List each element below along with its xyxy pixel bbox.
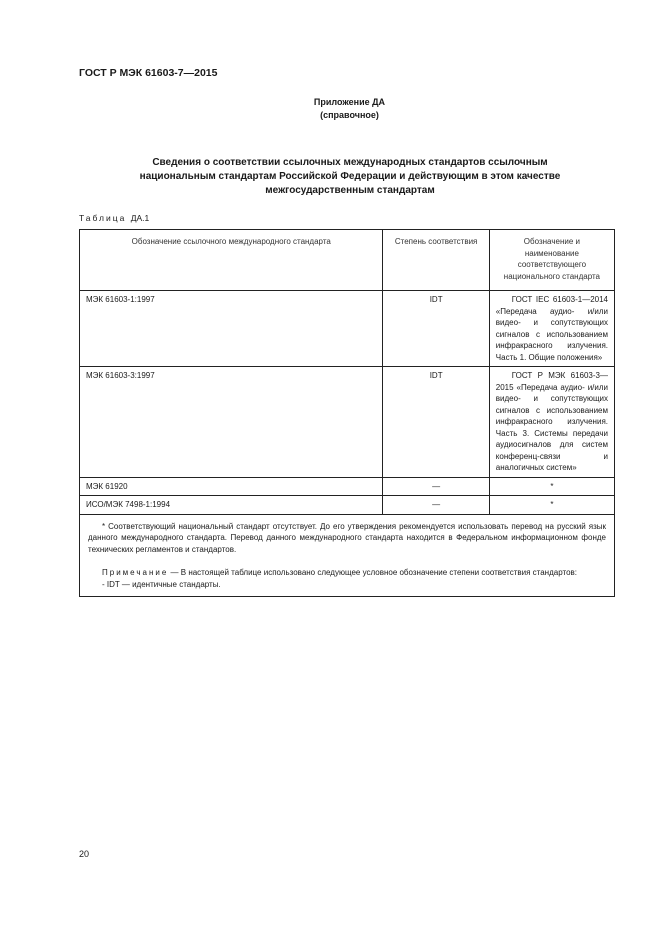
- annex-subtitle: (справочное): [320, 110, 379, 120]
- page-number: 20: [79, 849, 90, 859]
- annex-title: Приложение ДА: [313, 97, 386, 107]
- cell-reference: МЭК 61920: [80, 477, 383, 496]
- column-header-national: Обозначение и наименование соответствующего национального стандарта: [489, 230, 614, 291]
- cell-national: *: [489, 477, 614, 496]
- section-title-line: межгосударственным стандартам: [265, 185, 435, 196]
- section-title-line: Сведения о соответствии ссылочных международных стандартов ссылочным: [152, 157, 548, 168]
- note-text: — В настоящей таблице использовано следующее условное обозначение степени соответствия стандартов:: [168, 568, 577, 577]
- cell-national: [489, 367, 614, 478]
- table-row: [80, 496, 615, 515]
- table-footer: [80, 514, 615, 597]
- cell-degree: —: [383, 477, 489, 496]
- table-label-number: ДА.1: [130, 213, 150, 223]
- document-header: ГОСТ Р МЭК 61603-7—2015: [79, 67, 218, 79]
- cell-national-text: ГОСТ IEC 61603-1—2014 «Передача аудио- и/или видео- и сопутствующих сигналов с использованием инфракрасного излучения. Часть 1. Общие положения»: [495, 295, 608, 362]
- cell-national-text: ГОСТ Р МЭК 61603-3—2015 «Передача аудио- и/или видео- и сопутствующих сигналов с использованием инфракрасного излучения. Часть 3. Системы передачи аудиосигналов для систем конференц-связи и аналогичных систем»: [495, 371, 608, 472]
- note-paragraph: [88, 567, 606, 579]
- cell-degree: —: [383, 496, 489, 515]
- table-label-prefix: Таблица: [79, 213, 127, 223]
- table-row: [80, 291, 615, 367]
- cell-reference: МЭК 61603-1:1997: [80, 291, 383, 367]
- cell-degree: IDT: [383, 367, 489, 478]
- section-title: [100, 156, 600, 198]
- cell-reference: МЭК 61603-3:1997: [80, 367, 383, 478]
- annex-heading: [0, 96, 661, 122]
- footnote-text: * Соответствующий национальный стандарт отсутствует. До его утверждения рекомендуется использовать перевод на русский язык данного международного стандарта. Перевод данного международного стандарта находится в Федеральном информационном фонде технических регламентов и стандартов.: [88, 521, 606, 554]
- cell-degree: IDT: [383, 291, 489, 367]
- table-footer-row: [80, 514, 615, 597]
- standards-table: [79, 229, 615, 597]
- table-label: [79, 213, 149, 223]
- cell-national: [489, 291, 614, 367]
- table-header-row: [80, 230, 615, 291]
- section-title-line: национальным стандартам Российской Федерации и действующим в этом качестве: [139, 171, 561, 182]
- column-header-reference: Обозначение ссылочного международного стандарта: [80, 230, 383, 291]
- note-item: - IDT — идентичные стандарты.: [102, 579, 221, 589]
- column-header-degree: Степень соответствия: [383, 230, 489, 291]
- table-row: [80, 477, 615, 496]
- note-label: Примечание: [102, 568, 169, 577]
- table-row: [80, 367, 615, 478]
- cell-reference: ИСО/МЭК 7498-1:1994: [80, 496, 383, 515]
- cell-national: *: [489, 496, 614, 515]
